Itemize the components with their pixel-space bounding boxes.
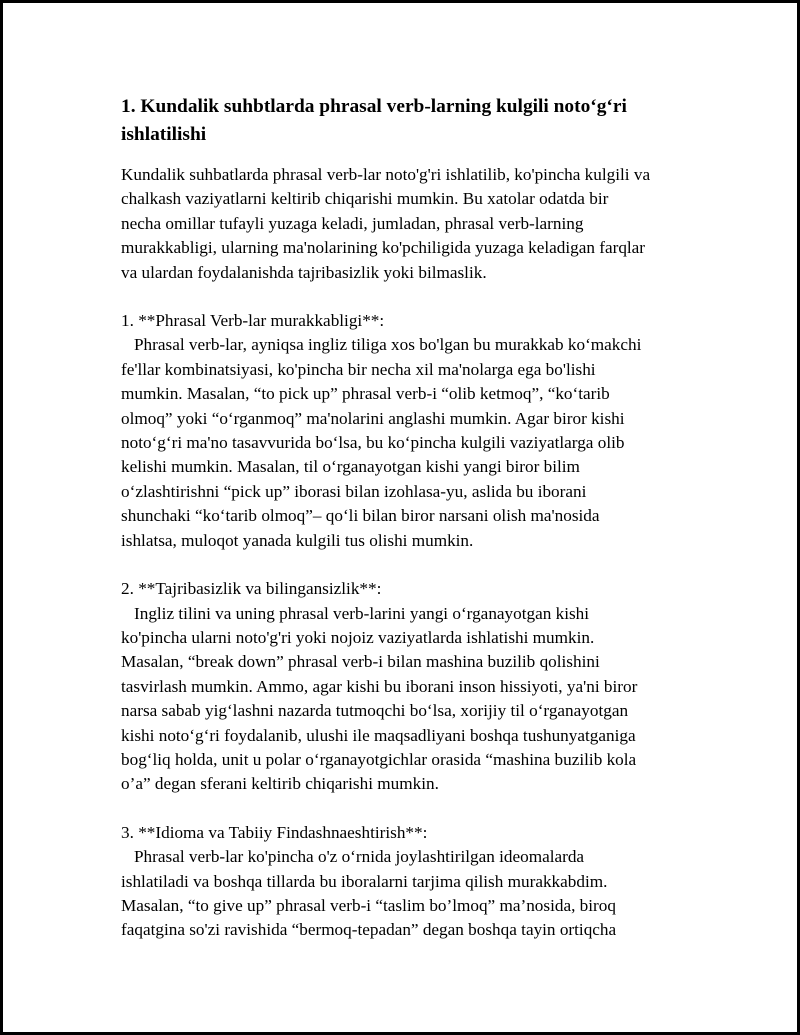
- section-line: tasvirlash mumkin. Ammo, agar kishi bu iborani inson hissiyoti, ya'ni biror: [121, 676, 638, 696]
- section-2: [121, 577, 721, 797]
- intro-line: Kundalik suhbatlarda phrasal verb-lar noto'g'ri ishlatilib, ko'pincha kulgili va: [121, 165, 651, 184]
- section-line: o‘zlashtirishni “pick up” iborasi bilan izohlasa-yu, aslida bu iborani: [121, 481, 587, 501]
- intro-line: va ulardan foydalanishda tajribasizlik yoki bilmaslik.: [121, 262, 487, 282]
- section-line: Phrasal verb-lar, ayniqsa ingliz tiliga xos bo'lgan bu murakkab ko‘makchi: [134, 335, 642, 355]
- section-line: bog‘liq holda, unit u polar o‘rganayotgichlar orasida “mashina buzilib kola: [121, 749, 637, 769]
- intro-line: murakkabligi, ularning ma'nolarining ko'pchiligida yuzaga keladigan farqlar: [121, 238, 646, 258]
- section-line: ko'pincha ularni noto'g'ri yoki nojoiz vaziyatlarda ishlatishi mumkin.: [121, 627, 595, 647]
- section-line: Ingliz tilini va uning phrasal verb-larini yangi o‘rganayotgan kishi: [134, 603, 590, 623]
- section-line: ishlatiladi va boshqa tillarda bu iboralarni tarjima qilish murakkabdim.: [121, 871, 608, 891]
- section-line: Masalan, “to give up” phrasal verb-i “taslim bo’lmoq” ma’nosida, biroq: [121, 895, 616, 915]
- title-line: ishlatilishi: [121, 124, 207, 145]
- section-line: fe'llar kombinatsiyasi, ko'pincha bir necha xil ma'nolarga ega bo'lishi: [121, 359, 596, 379]
- section-line: Masalan, “break down” phrasal verb-i bilan mashina buzilib qolishini: [121, 652, 600, 672]
- intro-line: necha omillar tufayli yuzaga keladi, jumladan, phrasal verb-larning: [121, 213, 584, 233]
- section-body: [121, 333, 721, 553]
- section-body: [121, 602, 721, 797]
- section-line: narsa sabab yig‘lashni nazarda tutmoqchi bo‘lsa, xorijiy til o‘rganayotgan: [121, 701, 629, 721]
- section-3: [121, 821, 721, 943]
- section-line: o’a” degan sferani keltirib chiqarishi mumkin.: [121, 774, 439, 794]
- section-heading: 2. **Tajribasizlik va bilingansizlik**:: [121, 579, 382, 599]
- section-line: Phrasal verb-lar ko'pincha o'z o‘rnida joylashtirilgan ideomalarda: [134, 847, 585, 867]
- intro-paragraph: [121, 163, 721, 285]
- intro-line: chalkash vaziyatlarni keltirib chiqarishi mumkin. Bu xatolar odatda bir: [121, 189, 609, 209]
- section-1: [121, 309, 721, 553]
- section-line: shunchaki “ko‘tarib olmoq”– qo‘li bilan biror narsani olish ma'nosida: [121, 506, 600, 526]
- section-heading: 3. **Idioma va Tabiiy Findashnaeshtirish**:: [121, 822, 428, 842]
- title-line: 1. Kundalik suhbtlarda phrasal verb-larning kulgili noto‘g‘ri: [121, 96, 627, 117]
- section-line: kelishi mumkin. Masalan, til o‘rganayotgan kishi yangi biror bilim: [121, 457, 580, 477]
- section-line: olmoq” yoki “o‘rganmoq” ma'nolarini anglashi mumkin. Agar biror kishi: [121, 408, 625, 428]
- section-body: [121, 845, 721, 943]
- section-heading: 1. **Phrasal Verb-lar murakkabligi**:: [121, 311, 385, 331]
- section-line: noto‘g‘ri ma'no tasavvurida bo‘lsa, bu ko‘pincha kulgili vaziyatlarga olib: [121, 433, 625, 453]
- section-line: mumkin. Masalan, “to pick up” phrasal verb-i “olib ketmoq”, “ko‘tarib: [121, 384, 610, 404]
- section-line: faqatgina so'zi ravishida “bermoq-tepadan” degan boshqa tayin ortiqcha: [121, 920, 617, 940]
- section-line: ishlatsa, muloqot yanada kulgili tus olishi mumkin.: [121, 530, 474, 550]
- section-line: kishi noto‘g‘ri foydalanib, ulushi ile maqsadliyani boshqa tushunyatganiga: [121, 725, 636, 745]
- document-content: [121, 93, 721, 943]
- document-title: [121, 93, 721, 149]
